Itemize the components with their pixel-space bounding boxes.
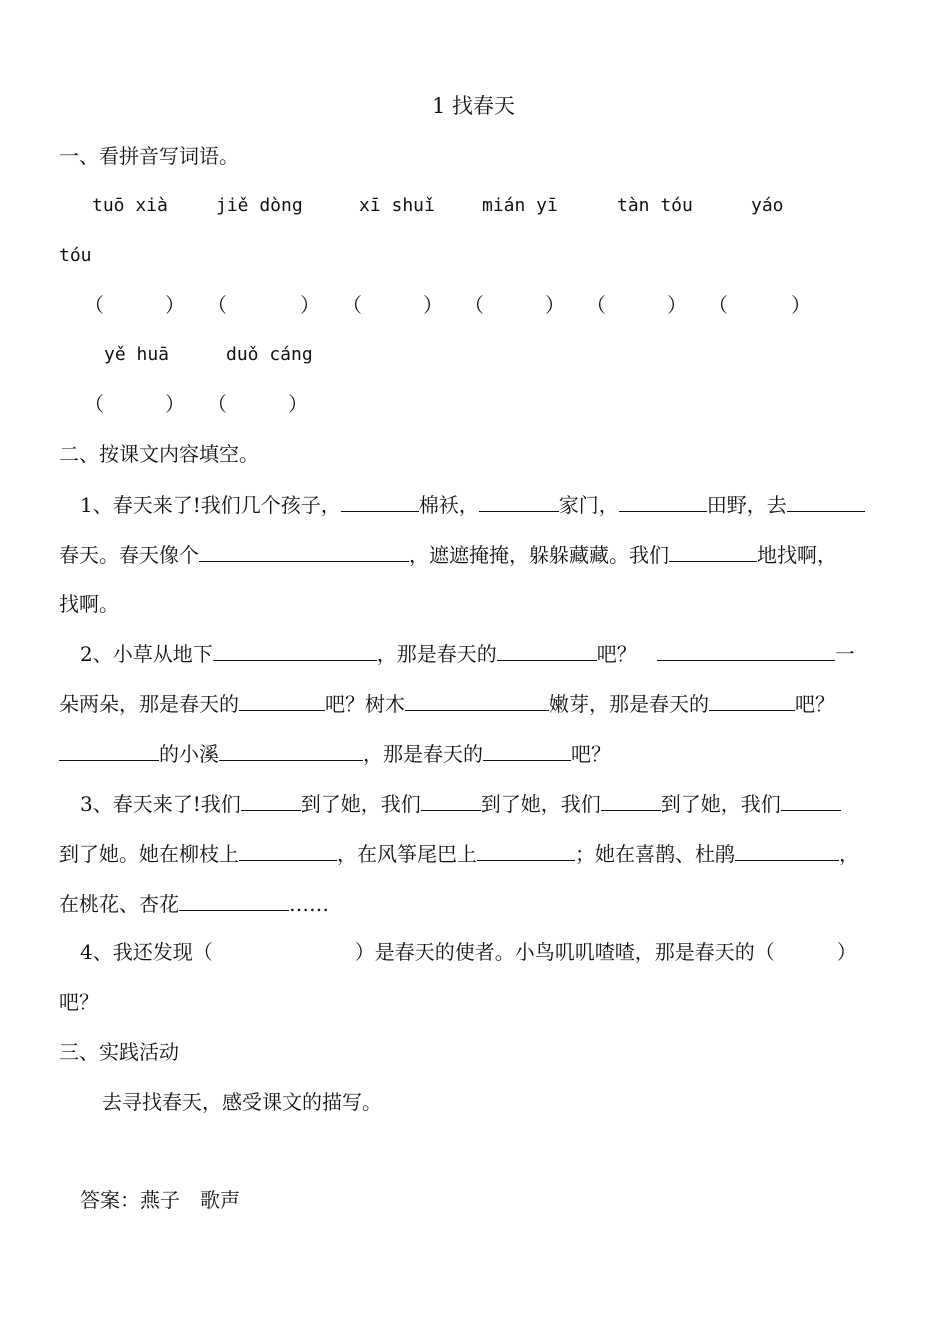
answer-paren-close: ） bbox=[165, 392, 185, 416]
q3-text: ；她在喜鹊、杜鹃 bbox=[575, 842, 735, 866]
fill-blank bbox=[405, 690, 549, 711]
answer-paren-close: ） bbox=[423, 293, 443, 317]
q1-text: 春天。春天像个 bbox=[59, 543, 199, 567]
fill-blank bbox=[219, 740, 363, 761]
q3-text: 到了她，我们 bbox=[660, 792, 781, 816]
fill-blank bbox=[239, 690, 325, 711]
q4-text: ）是春天的使者。小鸟叽叽喳喳，那是春天的（ bbox=[354, 940, 775, 964]
page-title: 1 找春天 bbox=[432, 94, 516, 118]
q2-text: 2、小草从地下 bbox=[80, 642, 213, 666]
q2-line2 bbox=[59, 690, 835, 717]
pinyin-3: xī shuǐ bbox=[359, 195, 435, 216]
answer-paren-open: （ bbox=[84, 293, 104, 317]
q2-text: ，那是春天的 bbox=[376, 642, 497, 666]
q2-text: 嫩芽，那是春天的 bbox=[549, 692, 709, 716]
answer-paren-close: ） bbox=[545, 293, 565, 317]
q3-text: 到了她，我们 bbox=[300, 792, 421, 816]
answer-paren-close: ） bbox=[288, 392, 308, 416]
fill-blank bbox=[179, 890, 289, 911]
fill-blank bbox=[477, 840, 575, 861]
q4-text: 4、我还发现（ bbox=[80, 940, 213, 964]
fill-blank bbox=[735, 840, 839, 861]
q2-text: 朵两朵，那是春天的 bbox=[59, 692, 239, 716]
q1-text: 家门， bbox=[558, 493, 619, 517]
answer-paren-open: （ bbox=[84, 392, 104, 416]
answer-paren-close: ） bbox=[165, 293, 185, 317]
q3-line2 bbox=[59, 840, 859, 867]
pinyin-2: jiě dòng bbox=[216, 195, 303, 216]
q3-text: 在桃花、杏花 bbox=[59, 892, 179, 916]
q4-text: ） bbox=[836, 940, 857, 964]
section3-text: 去寻找春天，感受课文的描写。 bbox=[102, 1090, 382, 1114]
answer-paren-open: （ bbox=[586, 293, 606, 317]
q3-text: 3、春天来了!我们 bbox=[80, 792, 241, 816]
fill-blank bbox=[421, 790, 481, 811]
fill-blank bbox=[781, 790, 841, 811]
q3-line1 bbox=[80, 790, 841, 817]
q1-line1 bbox=[80, 491, 865, 518]
answer-paren-open: （ bbox=[207, 392, 227, 416]
answer-paren-close: ） bbox=[300, 293, 320, 317]
fill-blank bbox=[497, 640, 597, 661]
fill-blank bbox=[199, 541, 409, 562]
q2-text: 吧？树木 bbox=[325, 692, 405, 716]
fill-blank bbox=[787, 491, 865, 512]
q1-line2 bbox=[59, 541, 837, 568]
answer-paren-close: ） bbox=[667, 293, 687, 317]
fill-blank bbox=[601, 790, 661, 811]
fill-blank bbox=[241, 790, 301, 811]
q1-text: 1、春天来了!我们几个孩子， bbox=[80, 493, 341, 517]
section1-heading: 一、看拼音写词语。 bbox=[59, 144, 239, 168]
pinyin-5: tàn tóu bbox=[617, 195, 693, 216]
answer-paren-open: （ bbox=[708, 293, 728, 317]
q2-text: 吧？ bbox=[571, 742, 611, 766]
q3-text: ， bbox=[839, 842, 859, 866]
pinyin-4: mián yī bbox=[482, 195, 558, 216]
q1-text: 田野，去 bbox=[706, 493, 787, 517]
fill-blank bbox=[239, 840, 337, 861]
q2-text: ，那是春天的 bbox=[363, 742, 483, 766]
q2-text: 吧？ bbox=[795, 692, 835, 716]
pinyin-6: yáo bbox=[751, 195, 784, 216]
answer-paren-close: ） bbox=[791, 293, 811, 317]
fill-blank bbox=[59, 740, 159, 761]
q1-text: 棉袄， bbox=[418, 493, 479, 517]
q3-line3 bbox=[59, 890, 329, 917]
fill-blank bbox=[213, 640, 377, 661]
q1-line3: 找啊。 bbox=[59, 592, 119, 616]
answer-line: 答案：燕子 歌声 bbox=[80, 1188, 240, 1212]
q2-line1 bbox=[80, 640, 855, 667]
q3-text: …… bbox=[289, 892, 329, 916]
q4-line1 bbox=[80, 939, 857, 965]
fill-blank bbox=[341, 491, 419, 512]
q2-text: 的小溪 bbox=[159, 742, 219, 766]
q1-text: ，遮遮掩掩，躲躲藏藏。我们 bbox=[409, 543, 669, 567]
q2-text: 吧？ bbox=[596, 642, 637, 666]
q2-text: 一 bbox=[834, 642, 855, 666]
pinyin-7: yě huā bbox=[104, 344, 170, 365]
pinyin-8: duǒ cáng bbox=[226, 344, 313, 365]
fill-blank bbox=[483, 740, 571, 761]
q1-text: 地找啊， bbox=[757, 543, 837, 567]
answer-paren-open: （ bbox=[342, 293, 362, 317]
q4-line2: 吧？ bbox=[59, 990, 99, 1014]
pinyin-1: tuō xià bbox=[92, 195, 168, 216]
q3-text: 到了她，我们 bbox=[480, 792, 601, 816]
fill-blank bbox=[669, 541, 757, 562]
section3-heading: 三、实践活动 bbox=[59, 1040, 179, 1064]
q3-text: ，在风筝尾巴上 bbox=[337, 842, 477, 866]
q3-text: 到了她。她在柳枝上 bbox=[59, 842, 239, 866]
pinyin-6-wrap: tóu bbox=[59, 245, 92, 266]
section2-heading: 二、按课文内容填空。 bbox=[59, 442, 259, 466]
fill-blank bbox=[657, 640, 835, 661]
answer-paren-open: （ bbox=[207, 293, 227, 317]
answer-paren-open: （ bbox=[464, 293, 484, 317]
fill-blank bbox=[479, 491, 559, 512]
fill-blank bbox=[619, 491, 707, 512]
q2-line3 bbox=[59, 740, 611, 767]
fill-blank bbox=[709, 690, 795, 711]
